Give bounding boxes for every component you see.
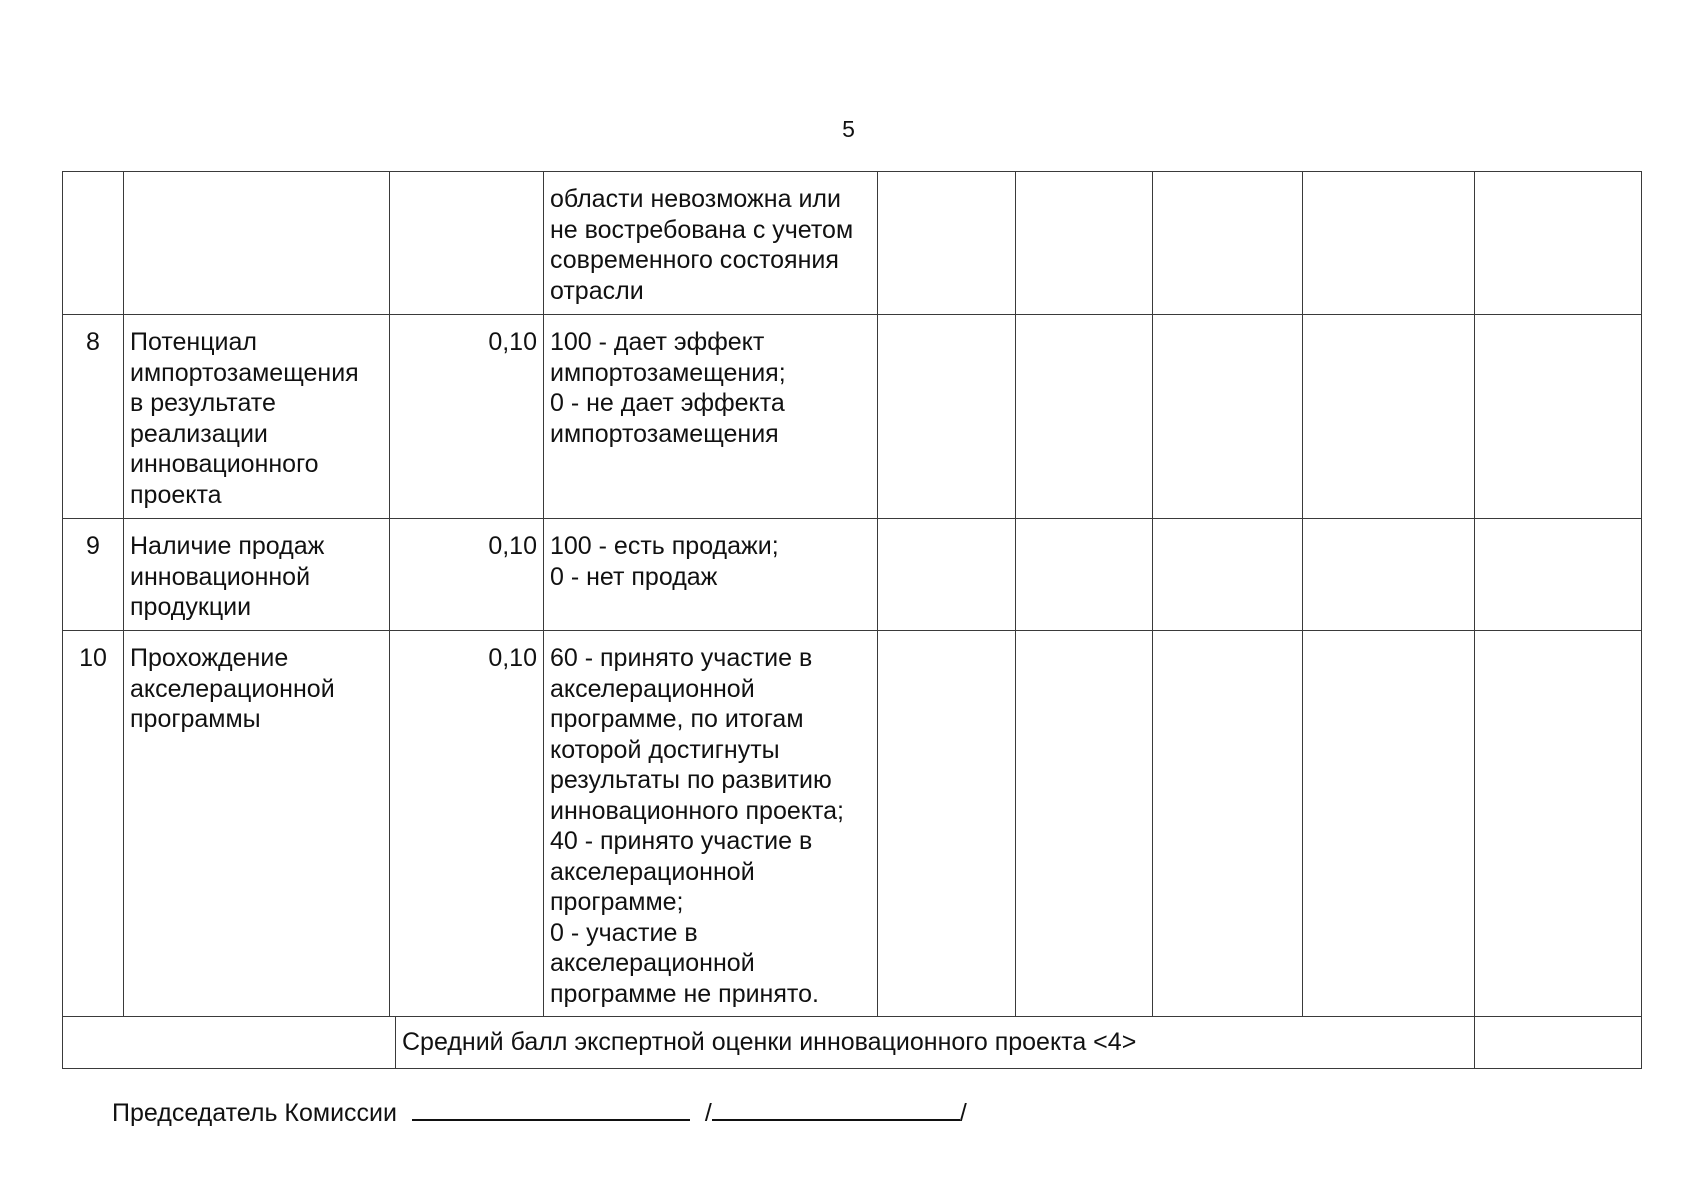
score-cell [1475, 315, 1642, 519]
score-cell [1016, 315, 1153, 519]
signature-line [412, 1097, 690, 1121]
scale-cell: 100 - дает эффект импортозамещения; 0 - не дает эффекта импортозамещения [544, 315, 878, 519]
criterion-cell: Прохождение акселерационной программы [124, 631, 390, 1017]
weight-cell: 0,10 [390, 519, 544, 631]
scale-cell: области невозможна или не востребована с учетом современного состояния отрасли [544, 172, 878, 315]
score-cell [878, 172, 1016, 315]
score-cell [1475, 631, 1642, 1017]
average-score-value-cell [1475, 1017, 1642, 1069]
score-cell [1303, 172, 1475, 315]
weight-cell [390, 172, 544, 315]
score-cell [1016, 519, 1153, 631]
score-cell [1153, 315, 1303, 519]
score-cell [1016, 631, 1153, 1017]
table-row [63, 519, 1642, 631]
table-row [63, 315, 1642, 519]
score-cell [1475, 172, 1642, 315]
scale-cell: 60 - принято участие в акселерационной программе, по итогам которой достигнуты результаты по развитию инновационного проекта; 40 - принято участие в акселерационной программе; 0 - участие в акселерационной программе не принято. [544, 631, 878, 1017]
score-cell [1303, 631, 1475, 1017]
score-cell [878, 519, 1016, 631]
score-cell [878, 315, 1016, 519]
row-number-cell: 9 [63, 519, 124, 631]
row-number-cell: 8 [63, 315, 124, 519]
criterion-cell: Потенциал импортозамещения в результате реализации инновационного проекта [124, 315, 390, 519]
evaluation-table [62, 171, 1642, 1069]
score-cell [1153, 172, 1303, 315]
score-cell [1016, 172, 1153, 315]
average-score-label: Средний балл экспертной оценки инновационного проекта <4> [396, 1017, 1475, 1069]
score-cell [1153, 519, 1303, 631]
name-line [712, 1097, 960, 1121]
signature-block [112, 1097, 967, 1128]
signature-label: Председатель Комиссии [112, 1099, 397, 1127]
criterion-cell [124, 172, 390, 315]
score-cell [1153, 631, 1303, 1017]
average-score-row [63, 1017, 1642, 1069]
scale-cell: 100 - есть продажи; 0 - нет продаж [544, 519, 878, 631]
table-row [63, 172, 1642, 315]
score-cell [878, 631, 1016, 1017]
weight-cell: 0,10 [390, 631, 544, 1017]
page-number: 5 [842, 116, 855, 142]
score-cell [1303, 519, 1475, 631]
row-number-cell [63, 172, 124, 315]
score-cell [1475, 519, 1642, 631]
signature-separator: / [704, 1099, 712, 1127]
table-row [63, 631, 1642, 1017]
row-number-cell: 10 [63, 631, 124, 1017]
score-cell [1303, 315, 1475, 519]
average-blank-cell [63, 1017, 396, 1069]
criterion-cell: Наличие продаж инновационной продукции [124, 519, 390, 631]
signature-end: / [959, 1099, 967, 1127]
weight-cell: 0,10 [390, 315, 544, 519]
